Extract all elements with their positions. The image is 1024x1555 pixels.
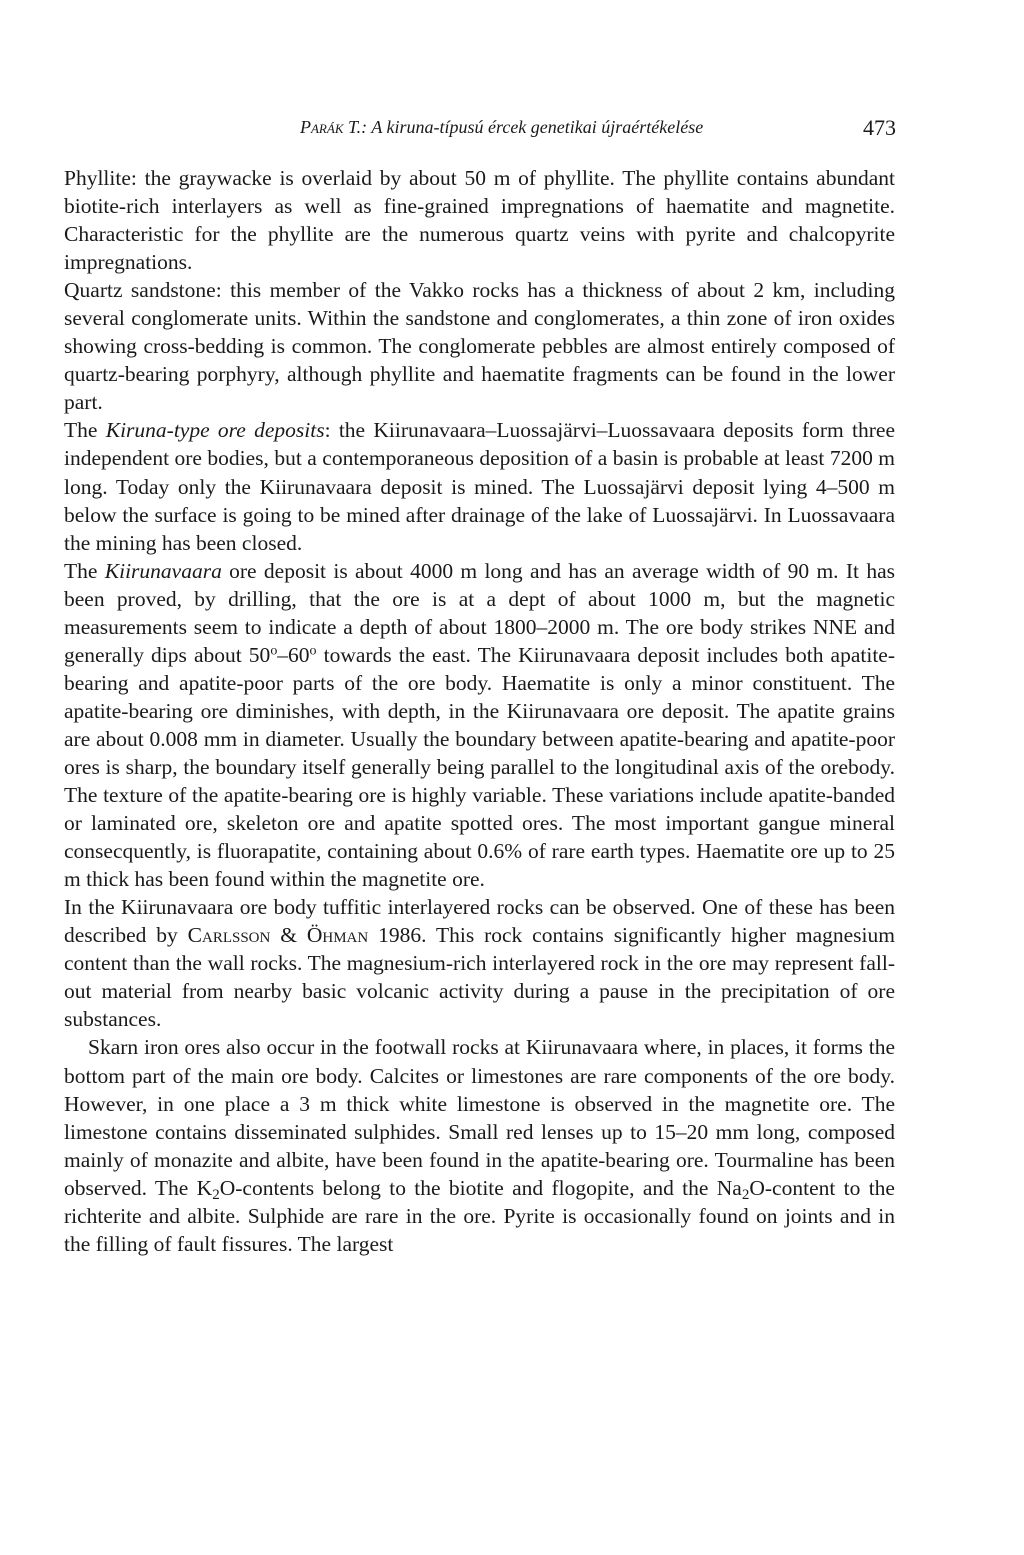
- body-text: [64, 164, 895, 1258]
- running-title-text: : A kiruna-típusú ércek genetikai újraértékelése: [361, 117, 704, 137]
- paragraph-tuffitic-rocks: [64, 893, 895, 1033]
- text-run: The: [64, 418, 106, 443]
- page-number: 473: [863, 115, 896, 140]
- degree-superscript: o: [270, 643, 278, 659]
- subscript: 2: [741, 1186, 750, 1203]
- paragraph-quartz-sandstone: Quartz sandstone: this member of the Vakko rocks has a thickness of about 2 km, including several conglomerate units. Within the sandstone and conglomerates, a thin zone of iron oxides showing cross-bedding is common. The conglomerate pebbles are almost entirely composed of quartz-bearing porphyry, although phyllite and haematite fragments can be found in the lower part.: [64, 278, 895, 415]
- text-run: O-contents belong to the biotite and flogopite, and the Na: [219, 1175, 742, 1200]
- italic-term: Kiruna-type ore deposits: [105, 418, 325, 443]
- running-title-author: Parák T.: [300, 117, 362, 137]
- paragraph-phyllite: Phyllite: the graywacke is overlaid by about 50 m of phyllite. The phyllite contains abundant biotite-rich interlayers as well as fine-grained impregnations of haematite and magnetite. Characteristic for the phyllite are the numerous quartz veins with pyrite and chalcopyrite impregnations.: [64, 166, 895, 275]
- text-run: O-content to the richterite and albite. Sulphide are rare in the ore. Pyrite is occasionally found on joints and in the filling of fault fissures. The largest: [64, 1175, 895, 1256]
- text-run: Skarn iron ores also occur in the footwall rocks at Kiirunavaara where, in places, it forms the bottom part of the main ore body. Calcites or limestones are rare components of the ore body. However, in one place a 3 m thick white limestone is observed in the magnetite ore. The limestone contains disseminated sulphides. Small red lenses up to 15–20 mm long, composed mainly of monazite and albite, have been found in the apatite-bearing ore. Tourmaline has been observed. The K: [64, 1035, 895, 1200]
- text-run: –60: [277, 642, 310, 667]
- text-run: towards the east. The Kiirunavaara deposit includes both apatite-bearing and apatite-poor parts of the ore body. Haematite is only a minor constituent. The apatite-bearing ore diminishes, with depth, in the Kiirunavaara ore deposit. The apatite grains are about 0.008 mm in diameter. Usually the boundary between apatite-bearing and apatite-poor ores is sharp, the boundary itself generally being parallel to the longitudinal axis of the orebody. The texture of the apatite-bearing ore is highly variable. These variations include apatite-banded or laminated ore, skeleton ore and apatite spotted ores. The most important gangue mineral consecquently, is fluorapatite, containing about 0.6% of rare earth types. Haematite ore up to 25 m thick has been found within the magnetite ore.: [64, 642, 895, 892]
- citation-authors: Carlsson & Öhman: [187, 923, 369, 948]
- text-run: The: [64, 558, 105, 583]
- text-run: : the Kiirunavaara–Luossajärvi–Luossavaara deposits form three independent ore bodies, but a contemporaneous deposition of a basin is probable at least 7200 m long. Today only the Kiirunavaara deposit is mined. The Luossajärvi deposit lying 4–500 m below the surface is going to be mined after drainage of the lake of Luossajärvi. In Luossavaara the mining has been closed.: [64, 418, 895, 555]
- degree-superscript: o: [309, 643, 317, 659]
- italic-term: Kiirunavaara: [104, 558, 222, 583]
- paragraph-kiirunavaara-deposit: [64, 557, 895, 894]
- paragraph-skarn-iron-ores: [64, 1033, 895, 1257]
- subscript: 2: [212, 1186, 220, 1203]
- text-run: In the Kiirunavaara ore body tuffitic interlayered rocks can be observed. One of these has been described by: [64, 895, 895, 948]
- paragraph-kiruna-type-deposits: [64, 416, 895, 556]
- running-title: [300, 117, 703, 138]
- text-run: 1986. This rock contains significantly higher magnesium content than the wall rocks. The magnesium-rich interlayered rock in the ore may represent fall-out material from nearby basic volcanic activity during a pause in the precipitation of ore substances.: [64, 923, 895, 1032]
- text-run: ore deposit is about 4000 m long and has an average width of 90 m. It has been proved, by drilling, that the ore is at a dept of about 1000 m, but the magnetic measurements seem to indicate a depth of about 1800–2000 m. The ore body strikes NNE and generally dips about 50: [64, 558, 895, 667]
- page-header: [0, 117, 1024, 147]
